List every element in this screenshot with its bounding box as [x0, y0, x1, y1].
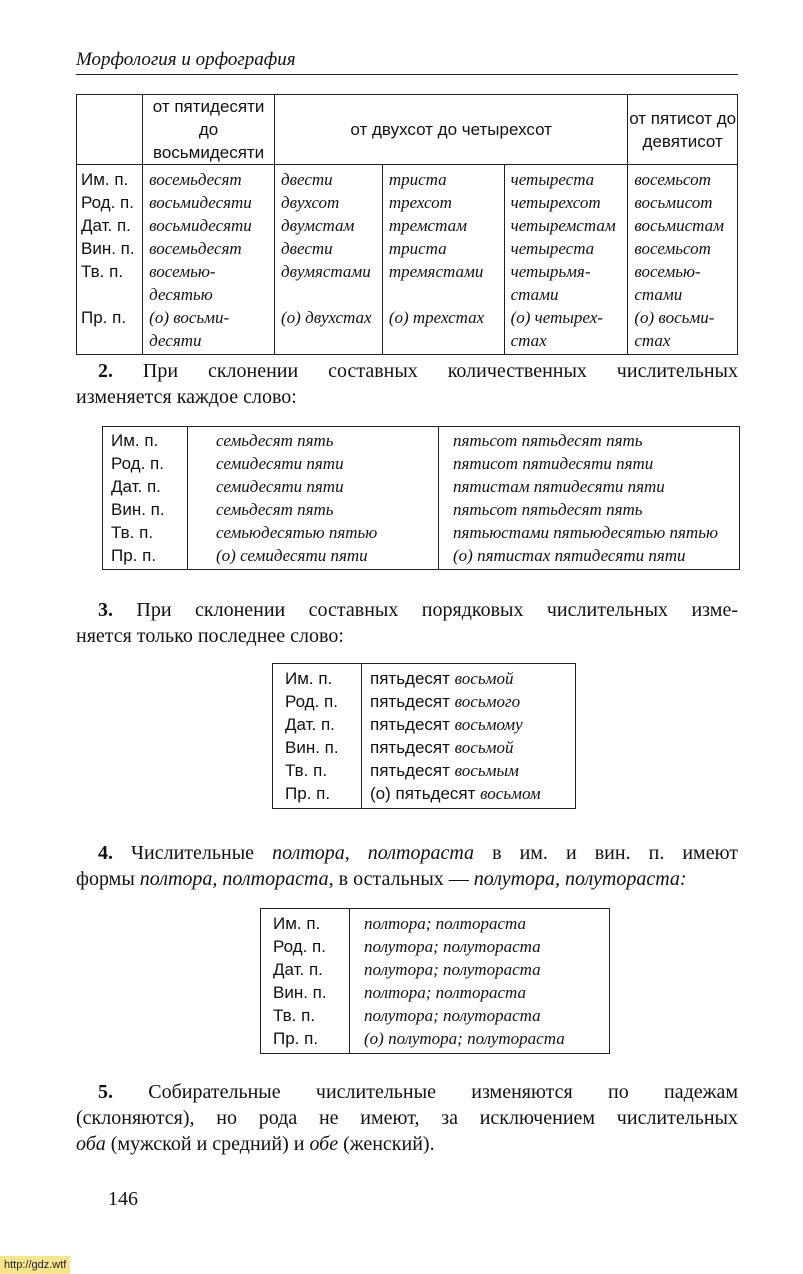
list-item: пятьдесят восьмым	[370, 761, 519, 780]
paragraph-text: При склонении составных количественных числительных	[113, 360, 738, 382]
column-300: триста трехсот тремстам триста тремястами (о) трехстах	[382, 165, 504, 355]
column-800: восемьсот восьмисот восьмистам восемьсот восемью- стами (о) восьми- стах	[628, 165, 738, 355]
column-555: пятьсот пятьдесят пять пятисот пятидесяти пяти пятистам пятидесяти пяти пятьсот пятьдесят пять пятьюстами пятьюдесятью пятью (о) пятистах пятидесяти пяти	[439, 427, 740, 570]
paragraph-5	[76, 1079, 738, 1157]
paragraph-text-last: няется только последнее слово:	[76, 625, 344, 647]
list-item: (о) пятьдесят восьмом	[370, 784, 541, 803]
table-body-row	[103, 427, 740, 570]
list-item: пятьдесят восьмой	[370, 738, 514, 757]
running-header: Морфология и орфография	[76, 48, 738, 75]
table-body-row	[77, 165, 738, 355]
paragraph-3	[76, 597, 738, 649]
column-80: восемьдесят восьмидесяти восьмидесяти восемьдесят восемью- десятью (о) восьми- десяти	[143, 165, 275, 355]
paragraph-4: 4. Числительные полтора, полтораста в им. и вин. п. имеют формы полтора, полтораста, в остальных — полутора, полутораста:	[76, 842, 739, 890]
table-body-row	[273, 664, 576, 809]
table-body-row	[261, 909, 610, 1054]
empty-header-cell	[77, 95, 143, 165]
numeral-declension-table-2	[102, 426, 740, 570]
column-75: семьдесят пять семидесяти пяти семидесяти пяти семьдесят пять семьюдесятью пятью (о) семидесяти пяти	[188, 427, 439, 570]
paragraph-text-last: формы полтора, полтораста, в остальных — полутора, полутораста:	[76, 868, 687, 890]
table-header-row	[77, 95, 738, 165]
paragraph-text: (склоняются), но рода не имеют, за исключением числительных	[76, 1107, 738, 1129]
case-names: Им. п. Род. п. Дат. п. Вин. п. Тв. п. Пр. п.	[77, 165, 143, 355]
paragraph-text: При склонении составных порядковых числительных изме-	[113, 599, 738, 621]
header-500-900: от пятисот до девятисот	[628, 95, 738, 165]
watermark-link[interactable]: http://gdz.wtf	[0, 1256, 70, 1274]
page-number: 146	[108, 1188, 138, 1210]
paragraph-2	[76, 358, 738, 410]
case-names: Им. п. Род. п. Дат. п. Вин. п. Тв. п. Пр. п.	[103, 427, 188, 570]
case-names: Им. п. Род. п. Дат. п. Вин. п. Тв. п. Пр. п.	[273, 664, 362, 809]
list-item: пятьдесят восьмого	[370, 692, 521, 711]
paragraph-number: 2.	[98, 360, 113, 382]
header-50-80: от пятидесяти до восьмидесяти	[143, 95, 275, 165]
ordinal-forms	[362, 664, 576, 809]
paragraph-text-last: изменяется каждое слово:	[76, 386, 297, 408]
ordinal-declension-table	[272, 663, 576, 809]
numeral-declension-table-1	[76, 94, 738, 355]
column-400: четыреста четырехсот четыремстам четыреста четырьмя- стами (о) четырех- стах	[504, 165, 628, 355]
paragraph-number: 5.	[98, 1081, 113, 1103]
list-item: пятьдесят восьмому	[370, 715, 523, 734]
case-names: Им. п. Род. п. Дат. п. Вин. п. Тв. п. Пр. п.	[261, 909, 350, 1054]
paragraph-number: 3.	[98, 599, 113, 621]
paragraph-number: 4.	[98, 842, 113, 864]
poltora-declension-table	[260, 908, 610, 1054]
list-item: пятьдесят восьмой	[370, 669, 514, 688]
paragraph-text-last: оба (мужской и средний) и обе (женский).	[76, 1133, 435, 1155]
paragraph-text: Собирательные числительные изменяются по падежам	[113, 1081, 738, 1103]
poltora-forms: полтора; полтораста полутора; полутораста полутора; полутораста полтора; полтораста полутора; полутораста (о) полутора; полутораста	[350, 909, 610, 1054]
header-200-400: от двухсот до четырехсот	[275, 95, 628, 165]
column-200: двести двухсот двумстам двести двумястами (о) двухстах	[275, 165, 383, 355]
